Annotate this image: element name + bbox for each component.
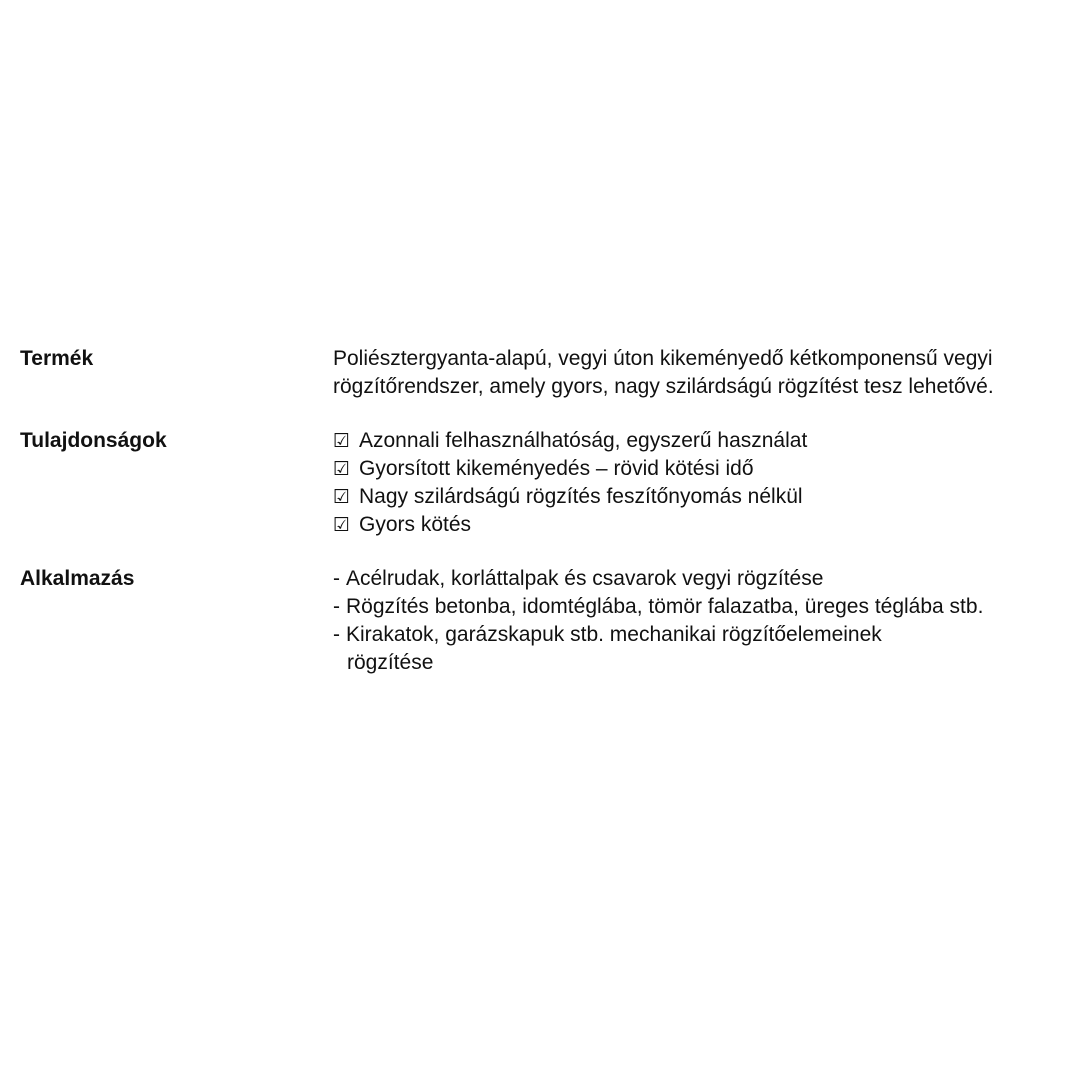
dash-bullet: -: [333, 595, 340, 618]
checkbox-checked-icon: ☑: [333, 458, 351, 480]
property-item: [333, 455, 1051, 483]
property-item: [333, 511, 1051, 539]
section-label-application: Alkalmazás: [20, 567, 135, 590]
section-label-product: Termék: [20, 347, 94, 370]
section-content-properties: [333, 427, 1051, 539]
application-item: [333, 565, 1051, 593]
dash-bullet: -: [333, 623, 340, 646]
application-text: Rögzítés betonba, idomtéglába, tömör falazatba, üreges téglába stb.: [346, 595, 984, 618]
application-text: Acélrudak, korláttalpak és csavarok vegyi rögzítése: [346, 567, 824, 590]
section-application: [20, 565, 1051, 677]
application-item-continuation: rögzítése: [347, 651, 434, 674]
application-text: Kirakatok, garázskapuk stb. mechanikai rögzítőelemeinek: [346, 623, 882, 646]
section-label-properties: Tulajdonságok: [20, 429, 167, 452]
checkbox-checked-icon: ☑: [333, 514, 351, 536]
property-text: Gyorsított kikeményedés – rövid kötési idő: [359, 457, 754, 480]
section-content-product: [333, 345, 1051, 401]
property-text: Gyors kötés: [359, 513, 472, 536]
property-text: Nagy szilárdságú rögzítés feszítőnyomás nélkül: [359, 485, 803, 508]
property-item: [333, 427, 1051, 455]
product-description: Poliésztergyanta-alapú, vegyi úton kikeményedő kétkomponensű vegyi rögzítőrendszer, amely gyors, nagy szilárdságú rögzítést tesz lehetővé.: [333, 347, 994, 398]
section-product: [20, 345, 1051, 401]
application-item: [333, 593, 1051, 621]
section-content-application: [333, 565, 1051, 677]
property-item: [333, 483, 1051, 511]
dash-bullet: -: [333, 567, 340, 590]
checkbox-checked-icon: ☑: [333, 430, 351, 452]
checkbox-checked-icon: ☑: [333, 486, 351, 508]
property-text: Azonnali felhasználhatóság, egyszerű használat: [359, 429, 808, 452]
section-properties: [20, 427, 1051, 539]
application-item: [333, 621, 1051, 649]
product-datasheet: [20, 345, 1051, 703]
